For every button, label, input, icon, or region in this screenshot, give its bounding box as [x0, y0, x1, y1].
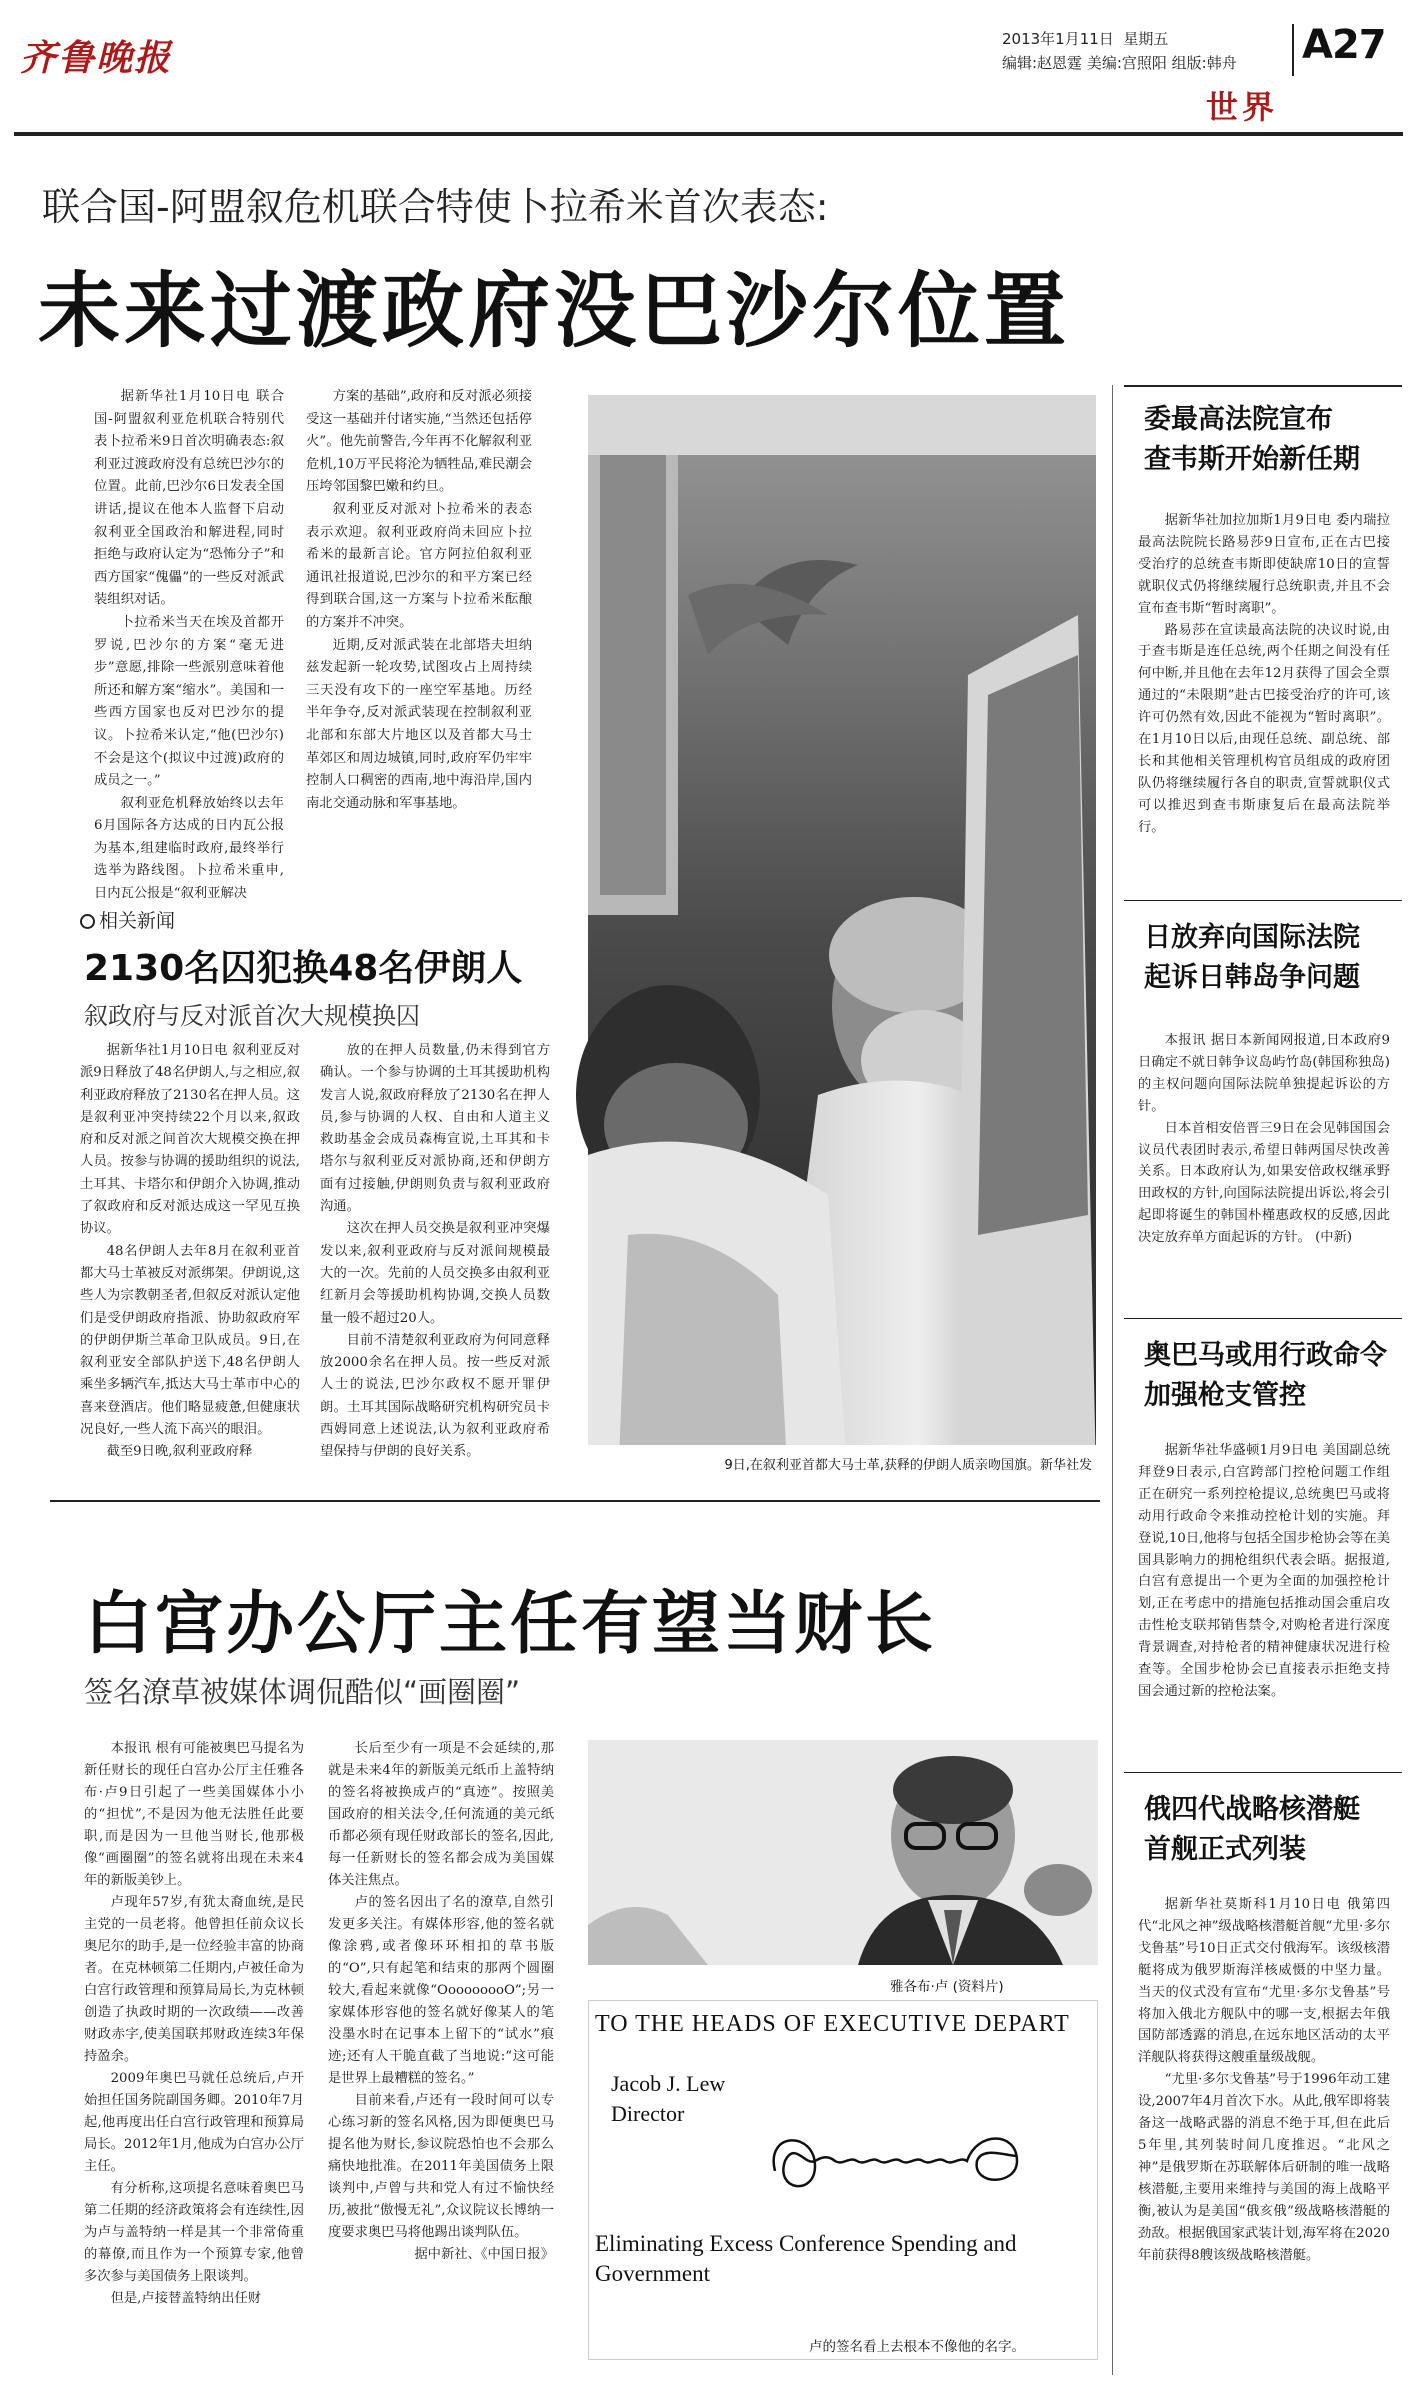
- sidebar-title-line: 委最高法院宣布: [1144, 404, 1333, 435]
- memo-name: Jacob J. Lew: [611, 2071, 726, 2096]
- lew-portrait-illustration: [588, 1740, 1098, 1965]
- sidebar-left-rule: [1112, 385, 1113, 2375]
- related-paragraph: 放的在押人员数量,仍未得到官方确认。一个参与协调的土耳其援助机构发言人说,叙政府释放了2130名在押人员,参与协调的人权、自由和人道主义救助基金会成员森梅宣说,土耳其和卡塔尔与叙利亚反对派协商,还和伊朗方面有过接触,伊朗则负责与叙利亚政府沟通。: [320, 1043, 550, 1215]
- lead-paragraph: 叙利亚反对派对卜拉希米的表态表示欢迎。叙利亚政府尚未回应卜拉希米的最新言论。官方阿拉伯叙利亚通讯社报道说,巴沙尔的和平方案已经得到联合国,这一方案与卜拉希米酝酿的方案并不冲突。: [306, 501, 532, 630]
- related-paragraph: 据新华社1月10日电 叙利亚反对派9日释放了48名伊朗人,与之相应,叙利亚政府释放了2130名在押人员。这是叙利亚冲突持续22个月以来,叙政府和反对派之间首次大规模交换在押人员。按参与协调的援助组织的说法,土耳其、卡塔尔和伊朗介入协调,推动了叙政府和反对派达成这一罕见互换协议。: [80, 1043, 300, 1237]
- lew-paragraph: 但是,卢接替盖特纳出任财: [110, 2291, 262, 2306]
- lew-signature: [765, 2101, 1065, 2211]
- related-paragraph: 截至9日晚,叙利亚政府释: [106, 1444, 253, 1460]
- lew-paragraph: 卢现年57岁,有犹太裔血统,是民主党的一员老将。他曾担任前众议长奥尼尔的助手,是一位经验丰富的协商者。在克林顿第二任期内,卢被任命为白宫行政管理和预算局局长,为克林顿创造了执政时期的一次政绩——改善财政赤字,使美国联邦财政连续3年保持盈余。: [84, 1895, 304, 2064]
- page-number: A27: [1302, 22, 1386, 68]
- sidebar-title-line: 首舰正式列装: [1144, 1834, 1306, 1865]
- lew-paragraph: 有分析称,这项提名意味着奥巴马第二任期的经济政策将会有连续性,因为卢与盖特纳一样是其一个非常倚重的幕僚,而且作为一个预算专家,他曾多次参与美国债务上限谈判。: [84, 2181, 304, 2284]
- sidebar-paragraph: 据新华社加拉加斯1月9日电 委内瑞拉最高法院院长路易莎9日宣布,正在古巴接受治疗的总统查韦斯即使缺席10日的宣誓就职仪式仍将继续履行总统职责,并且不会宣布查韦斯“暂时离职”。: [1138, 513, 1390, 616]
- signature-caption: 卢的签名看上去根本不像他的名字。: [809, 2339, 1025, 2355]
- lead-kicker: 联合国-阿盟叙危机联合特使卜拉希米首次表态:: [42, 185, 829, 229]
- lew-headline: 白宫办公厅主任有望当财长: [84, 1585, 937, 1664]
- memo-role: Director: [611, 2101, 685, 2126]
- related-paragraph: 48名伊朗人去年8月在叙利亚首都大马士革被反对派绑架。伊朗说,这些人为宗教朝圣者,但叙反对派认定他们是受伊朗政府指派、协助叙政府军的伊朗伊斯兰革命卫队成员。9日,在叙利亚安全部队护送下,48名伊朗人乘坐多辆汽车,抵达大马士革市中心的喜来登酒店。他们略显疲惫,但健康状况良好,一些人流下高兴的眼泪。: [80, 1243, 300, 1438]
- lew-column-2: [328, 1738, 554, 2378]
- sidebar-1-body: [1138, 510, 1390, 895]
- memo-subject-1: Eliminating Excess Conference Spending and: [595, 2231, 1017, 2256]
- lead-paragraph: 卜拉希米当天在埃及首都开罗说,巴沙尔的方案“毫无进步”意愿,排除一些派别意味着他所还和解方案“缩水”。美国和一些西方国家也反对巴沙尔的提议。卜拉希米认定,“他(巴沙尔)不会是这个(拟议中过渡)政府的成员之一。”: [94, 614, 284, 789]
- sidebar-4-title: [1144, 1790, 1360, 1870]
- sidebar-paragraph: 据新华社莫斯科1月10日电 俄第四代“北风之神”级战略核潜艇首舰“尤里·多尔戈鲁基”号10日正式交付俄海军。该级核潜艇将成为俄罗斯海洋核威慑的中坚力量。当天的仪式没有宣布“尤里·多尔戈鲁基”号将加入俄北方舰队中的哪一支,根据去年俄国防部透露的消息,在远东地区活动的太平洋舰队将获得这艘重量级战舰。: [1138, 1897, 1390, 2066]
- lew-photo: [588, 1740, 1098, 1965]
- masthead: [0, 0, 1417, 142]
- lead-column-2: [306, 386, 532, 866]
- lead-headline: 未来过渡政府没巴沙尔位置: [38, 264, 1071, 359]
- lew-byline: 据中新社、《中国日报》: [414, 2247, 554, 2262]
- related-paragraph: 这次在押人员交换是叙利亚冲突爆发以来,叙利亚政府与反对派间规模最大的一次。先前的人员交换多由叙利亚红新月会等援助机构协调,交换人员数量一般不超过20人。: [320, 1221, 550, 1326]
- sidebar-paragraph: 据新华社华盛顿1月9日电 美国副总统拜登9日表示,白宫跨部门控枪问题工作组正在研究一系列控枪提议,总统奥巴马或将动用行政命令来推动控枪计划的实施。拜登说,10日,他将与包括全国步枪协会等在美国具影响力的拥枪组织代表会晤。据报道,白宫有意提出一个更为全面的加强控枪计划,正在考虑中的措施包括推动国会重启攻击性枪支联邦销售禁令,对购枪者进行深度背景调查,对持枪者的精神健康状况进行检查等。全国步枪协会已直接表示拒绝支持国会通过新的控枪法案。: [1138, 1443, 1390, 1699]
- date-text: 2013年1月11日: [1002, 30, 1114, 48]
- weekday-text: 星期五: [1123, 30, 1169, 48]
- sidebar-title-line: 日放弃向国际法院: [1144, 922, 1360, 953]
- signature-memo: [588, 2000, 1098, 2360]
- sidebar-paragraph: 日本首相安倍晋三9日在会见韩国国会议员代表团时表示,希望日韩两国尽快改善关系。日本政府认为,如果安倍政权继承野田政权的方针,向国际法院提出诉讼,将会引起即将诞生的韩国朴槿惠政权的反感,因此决定放弃单方面起诉的方针。 (中新): [1138, 1120, 1390, 1246]
- masthead-divider: [1292, 24, 1294, 76]
- lead-photo-caption: 9日,在叙利亚首都大马士革,获释的伊朗人质亲吻国旗。新华社发: [724, 1458, 1092, 1473]
- sidebar-title-line: 俄四代战略核潜艇: [1144, 1794, 1360, 1825]
- lew-paragraph: 长后至少有一项是不会延续的,那就是未来4年的新版美元纸币上盖特纳的签名将被换成卢的“真迹”。按照美国政府的相关法令,任何流通的美元纸币都必须有现任财政部长的签名,因此,每一任新财长的签名都会成为美国媒体关注焦点。: [328, 1741, 554, 1888]
- memo-subject-2: Government: [595, 2261, 710, 2286]
- hostage-photo-illustration: [588, 395, 1096, 1485]
- sidebar-divider: [1124, 1772, 1402, 1773]
- related-headline: 2130名囚犯换48名伊朗人: [84, 948, 523, 989]
- sidebar-title-line: 加强枪支管控: [1144, 1380, 1306, 1411]
- mid-divider: [50, 1500, 1100, 1502]
- lead-paragraph: 据新华社1月10日电 联合国-阿盟叙利亚危机联合特别代表卜拉希米9日首次明确表态:叙利亚过渡政府没有总统巴沙尔的位置。此前,巴沙尔6日发表全国讲话,提议在他本人监督下启动叙利亚全国政治和解进程,同时拒绝与政府认定为“恐怖分子”和西方国家“傀儡”的一些反对派武装组织对话。: [94, 389, 284, 608]
- sidebar-3-body: [1138, 1440, 1390, 1765]
- related-column-1: [80, 1040, 300, 1480]
- lew-subhead: 签名潦草被媒体调侃酷似“画圈圈”: [84, 1675, 521, 1709]
- sidebar-title-line: 起诉日韩岛争问题: [1144, 962, 1360, 993]
- lead-paragraph: 叙利亚危机释放始终以去年6月国际各方达成的日内瓦公报为基本,组建临时政府,最终举行选举为路线图。卜拉希米重申,日内瓦公报是“叙利亚解决: [94, 795, 284, 902]
- memo-heading: TO THE HEADS OF EXECUTIVE DEPART: [595, 2011, 1070, 2037]
- sidebar-title-line: 奥巴马或用行政命令: [1144, 1340, 1387, 1371]
- related-label-text: 相关新闻: [99, 910, 176, 932]
- top-right-rule: [1124, 385, 1402, 387]
- editor-credits: 编辑:赵恩霆 美编:宫照阳 组版:韩舟: [1002, 54, 1237, 72]
- sidebar-paragraph: 本报讯 据日本新闻网报道,日本政府9日确定不就日韩争议岛屿竹岛(韩国称独岛)的主权问题向国际法院单独提起诉讼的方针。: [1138, 1033, 1390, 1114]
- lead-paragraph: 近期,反对派武装在北部塔夫坦纳兹发起新一轮攻势,试图攻占上周持续三天没有攻下的一座空军基地。历经半年争夺,反对派武装现在控制叙利亚北部和东部大片地区以及首都大马士革郊区和周边城镇,同时,政府军仍牢牢控制人口稠密的西南,地中海沿岸,国内南北交通动脉和军事基地。: [306, 637, 532, 811]
- lead-paragraph: 方案的基础”,政府和反对派必须接受这一基础并付诸实施,“当然还包括停火”。他先前警告,今年再不化解叙利亚危机,10万平民将沦为牺牲品,难民潮会压垮邻国黎巴嫩和约旦。: [306, 389, 532, 495]
- related-icon: [80, 914, 95, 929]
- sidebar-paragraph: 路易莎在宣读最高法院的决议时说,由于查韦斯是连任总统,两个任期之间没有任何中断,并且他在去年12月获得了国会全票通过的“未限期”赴古巴接受治疗的许可,该许可仍然有效,因此不能视为“暂时离职”。在1月10日以后,由现任总统、副总统、部长和其他相关管理机构官员组成的政府团队仍将继续履行各自的职责,宣誓就职仪式可以推迟到查韦斯康复后在最高法院举行。: [1138, 622, 1390, 835]
- related-paragraph: 目前不清楚叙利亚政府为何同意释放2000余名在押人员。按一些反对派人士的说法,巴沙尔政权不愿开罪伊朗。土耳其国际战略研究机构研究员卡西姆同意上述说法,认为叙利亚政府希望保持与伊朗的良好关系。: [320, 1332, 550, 1460]
- header-rule: [14, 132, 1403, 136]
- sidebar-paragraph: “尤里·多尔戈鲁基”号于1996年动工建设,2007年4月首次下水。从此,俄军即将装备这一战略武器的消息不绝于耳,但在此后5年里,其列装时间几度推迟。“北风之神”是俄罗斯在苏联解体后研制的唯一战略核潜艇,主要用来维持与美国的海上战略平衡,被认为是美国“俄亥俄”级战略核潜艇的劲敌。根据俄国家武装计划,海军将在2020年前获得8艘该级战略核潜艇。: [1138, 2072, 1390, 2263]
- sidebar-2-body: [1138, 1030, 1390, 1310]
- lead-column-1: [94, 386, 284, 902]
- issue-date: [1002, 28, 1168, 49]
- lew-paragraph: 目前来看,卢还有一段时间可以专心练习新的签名风格,因为即便奥巴马提名他为财长,参议院恐怕也不会那么痛快地批准。在2011年美国债务上限谈判中,卢曾与共和党人有过不愉快经历,被批“傲慢无礼”,众议院议长博纳一度要求奥巴马将他踢出谈判队伍。: [328, 2093, 554, 2240]
- lew-paragraph: 2009年奥巴马就任总统后,卢开始担任国务院副国务卿。2010年7月起,他再度出任白宫行政管理和预算局局长。2012年1月,他成为白宫办公厅主任。: [84, 2071, 304, 2174]
- related-subhead: 叙政府与反对派首次大规模换囚: [84, 1002, 420, 1030]
- lead-photo: [588, 395, 1096, 1485]
- lew-photo-caption: 雅各布·卢 (资料片): [890, 1979, 1004, 1995]
- newspaper-logo: 齐鲁晚报: [20, 37, 173, 79]
- sidebar-divider: [1124, 1318, 1402, 1319]
- related-label: [80, 906, 175, 933]
- sidebar-4-body: [1138, 1894, 1390, 2374]
- sidebar-divider: [1124, 900, 1402, 901]
- sidebar-3-title: [1144, 1336, 1387, 1416]
- lew-column-1: [84, 1738, 304, 2378]
- lew-paragraph: 卢的签名因出了名的潦草,自然引发更多关注。有媒体形容,他的签名就像涂鸦,或者像环环相扣的草书版的“O”,只有起笔和结束的那两个圆圈较大,看起来就像“OoooooooO”;另一家媒体形容他的签名就好像某人的笔没墨水时在记事本上留下的“试水”痕迹;还有人干脆直截了当地说:“这可能是世界上最糟糕的签名。”: [328, 1895, 554, 2086]
- lew-paragraph: 本报讯 根有可能被奥巴马提名为新任财长的现任白宫办公厅主任雅各布·卢9日引起了一些美国媒体小小的“担忧”,不是因为他无法胜任此要职,而是因为一旦他当财长,他那极像“画圈圈”的签名就将出现在未来4年的新版美钞上。: [84, 1741, 304, 1888]
- sidebar-2-title: [1144, 918, 1360, 998]
- related-column-2: [320, 1040, 550, 1480]
- sidebar-title-line: 查韦斯开始新任期: [1144, 444, 1360, 475]
- section-name: 世界: [1206, 88, 1279, 126]
- sidebar-1-title: [1144, 400, 1360, 480]
